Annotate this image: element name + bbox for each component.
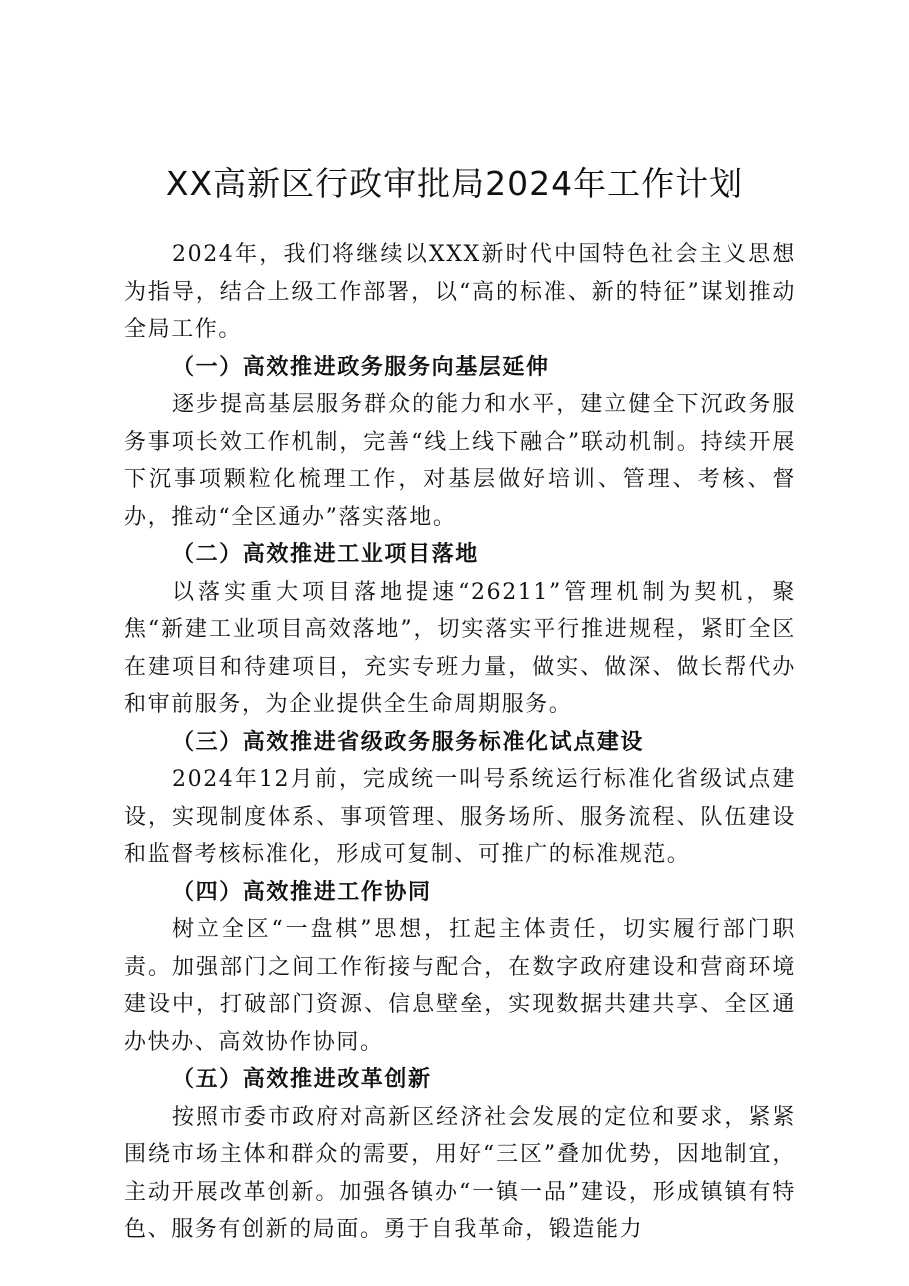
document-body <box>124 236 796 1249</box>
section-heading-1: （一）高效推进政务服务向基层延伸 <box>172 353 550 380</box>
section-heading-4: （四）高效推进工作协同 <box>172 878 432 905</box>
section-body-5: 按照市委市政府对高新区经济社会发展的定位和要求，紧紧围绕市场主体和群众的需要，用好“三区”叠加优势，因地制宜，主动开展改革创新。加强各镇办“一镇一品”建设，形成镇镇有特色、服务有创新的局面。勇于自我革命，锻造能力 <box>124 1104 796 1242</box>
section-heading-5: （五）高效推进改革创新 <box>172 1066 432 1092</box>
section-heading-3: （三）高效推进省级政务服务标准化试点建设 <box>172 728 645 755</box>
section-heading-2: （二）高效推进工业项目落地 <box>172 541 479 567</box>
section-body-3: 2024年12月前，完成统一叫号系统运行标准化省级试点建设，实现制度体系、事项管理、服务场所、服务流程、队伍建设和监督考核标准化，形成可复制、可推广的标准规范。 <box>124 767 796 867</box>
section-body-1: 逐步提高基层服务群众的能力和水平，建立健全下沉政务服务事项长效工作机制，完善“线上线下融合”联动机制。持续开展下沉事项颗粒化梳理工作，对基层做好培训、管理、考核、督办，推动“全区通办”落实落地。 <box>124 392 796 530</box>
section-body-2: 以落实重大项目落地提速“26211”管理机制为契机，聚焦“新建工业项目高效落地”，切实落实平行推进规程，紧盯全区在建项目和待建项目，充实专班力量，做实、做深、做长帮代办和审前服务，为企业提供全生命周期服务。 <box>124 579 796 717</box>
section-body-4: 树立全区“一盘棋”思想，扛起主体责任，切实履行部门职责。加强部门之间工作衔接与配合，在数字政府建设和营商环境建设中，打破部门资源、信息壁垒，实现数据共建共享、全区通办快办、高效协作协同。 <box>124 917 796 1055</box>
intro-paragraph: 2024年，我们将继续以XXX新时代中国特色社会主义思想为指导，结合上级工作部署，以“高的标准、新的特征”谋划推动全局工作。 <box>124 242 796 342</box>
document-title: XX高新区行政审批局2024年工作计划 <box>165 164 744 203</box>
